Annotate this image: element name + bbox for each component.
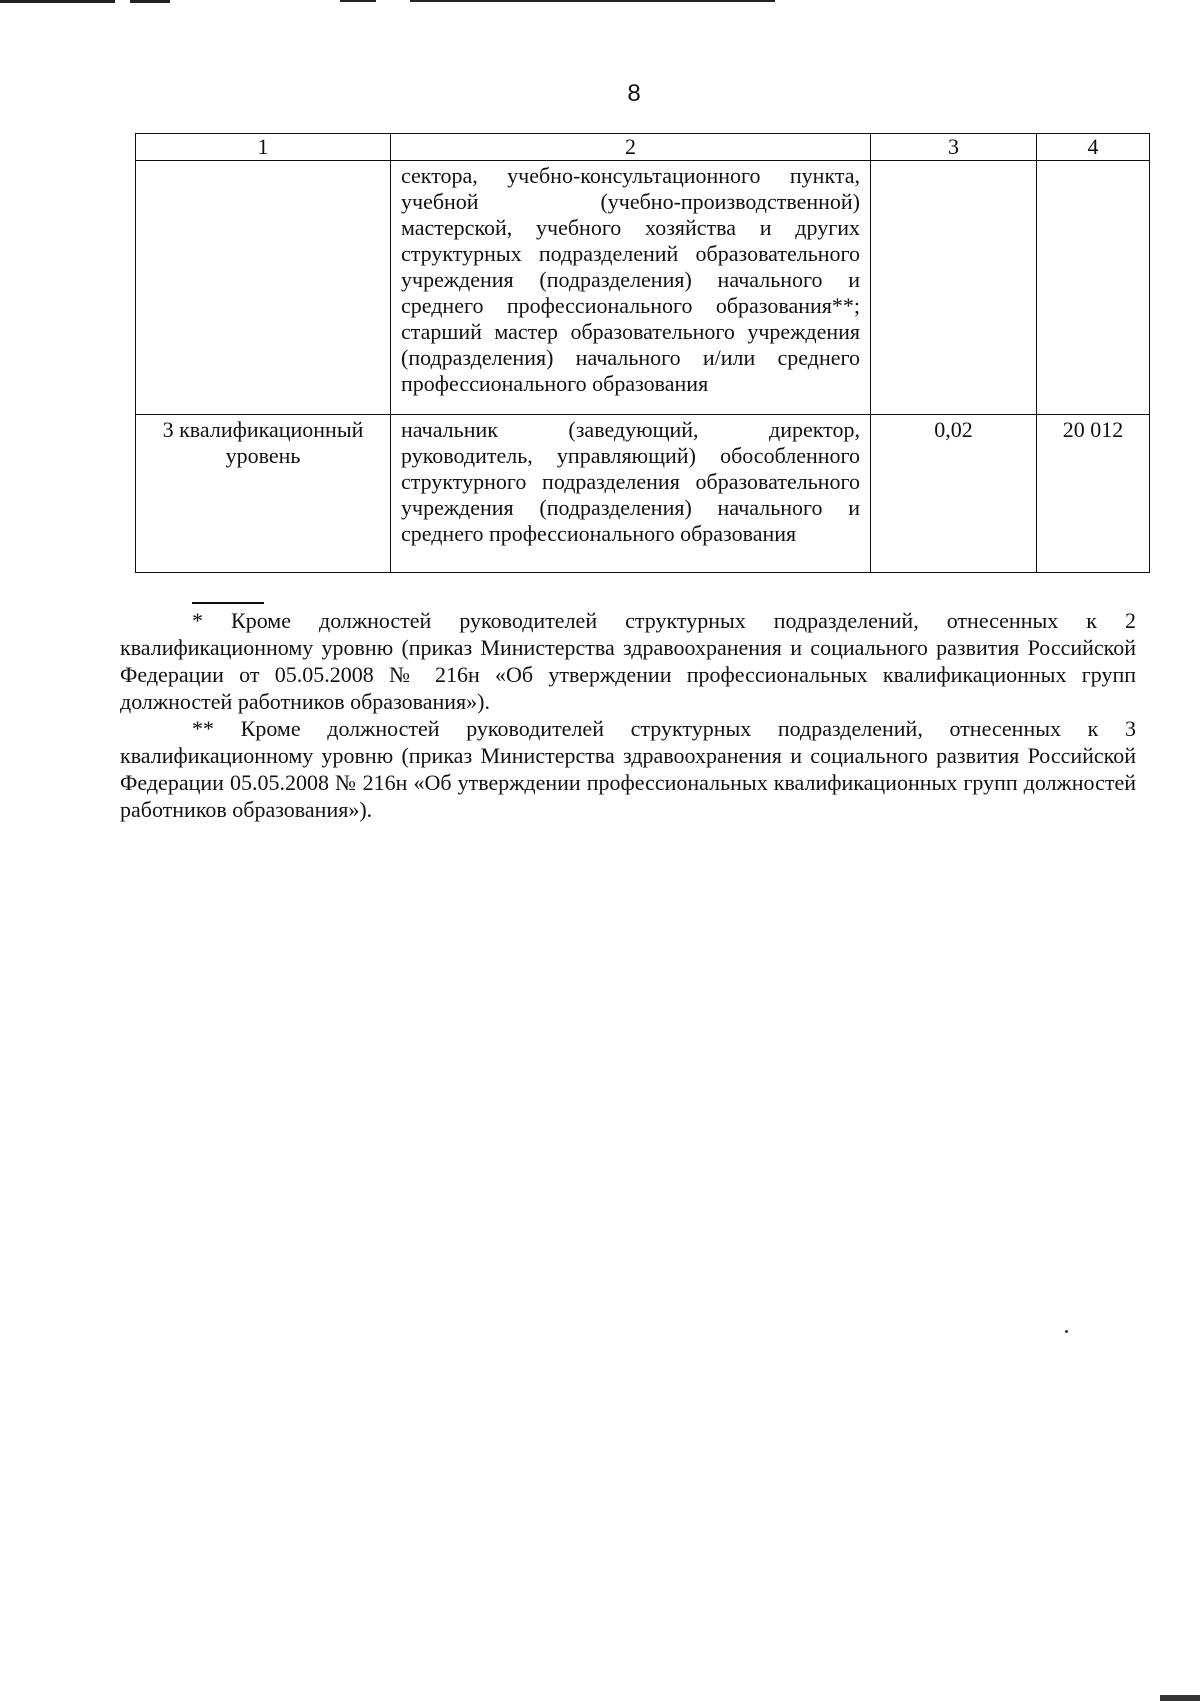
coefficient-cell: 0,02 bbox=[871, 415, 1037, 573]
header-cell-2: 2 bbox=[391, 134, 871, 161]
scan-artifact bbox=[1160, 1695, 1200, 1701]
table-row bbox=[136, 415, 1150, 573]
page-number: 8 bbox=[627, 80, 641, 107]
footnote-divider bbox=[192, 602, 264, 604]
position-text: старший мастер образовательного учреждения (подразделения) начального и/или среднего профессионального образования bbox=[401, 319, 860, 396]
scan-artifact bbox=[340, 0, 376, 2]
footnotes bbox=[120, 607, 1136, 823]
footnote-1: * Кроме должностей руководителей структурных подразделений, отнесенных к 2 квалификационному уровню (приказ Министерства здравоохранения и социального развития Российской Федерации от 05.05.2008 № 216н «Об утверждении профессиональных квалификационных групп должностей работников образования»). bbox=[120, 608, 1136, 714]
qualification-level-cell: 3 квалификационный уровень bbox=[136, 415, 391, 573]
position-description-cell bbox=[391, 161, 871, 415]
header-cell-3: 3 bbox=[871, 134, 1037, 161]
position-description-cell bbox=[391, 415, 871, 573]
scan-dot bbox=[1065, 1330, 1068, 1333]
qualification-level-cell bbox=[136, 161, 391, 415]
table-header-row bbox=[136, 134, 1150, 161]
scan-artifact bbox=[0, 0, 115, 3]
qualification-table bbox=[135, 133, 1150, 573]
position-text: начальник (заведующий, директор, руководитель, управляющий) обособленного структурного подразделения образовательного учреждения (подразделения) начального и среднего профессионального образования bbox=[401, 417, 860, 546]
coefficient-cell bbox=[871, 161, 1037, 415]
scan-artifact bbox=[130, 0, 170, 3]
footnote-2: ** Кроме должностей руководителей структурных подразделений, отнесенных к 3 квалификационному уровню (приказ Министерства здравоохранения и социального развития Российской Федерации 05.05.2008 № 216н «Об утверждении профессиональных квалификационных групп должностей работников образования»). bbox=[120, 716, 1136, 822]
scan-artifact bbox=[410, 0, 775, 2]
position-text: сектора, учебно-консультационного пункта, учебной (учебно-производственной) мастерской, учебного хозяйства и других структурных подразделений образовательного учреждения (подразделения) начального и среднего профессионального образования**; bbox=[401, 163, 860, 318]
header-cell-4: 4 bbox=[1037, 134, 1150, 161]
salary-cell bbox=[1037, 161, 1150, 415]
table-row bbox=[136, 161, 1150, 415]
header-cell-1: 1 bbox=[136, 134, 391, 161]
salary-cell: 20 012 bbox=[1037, 415, 1150, 573]
